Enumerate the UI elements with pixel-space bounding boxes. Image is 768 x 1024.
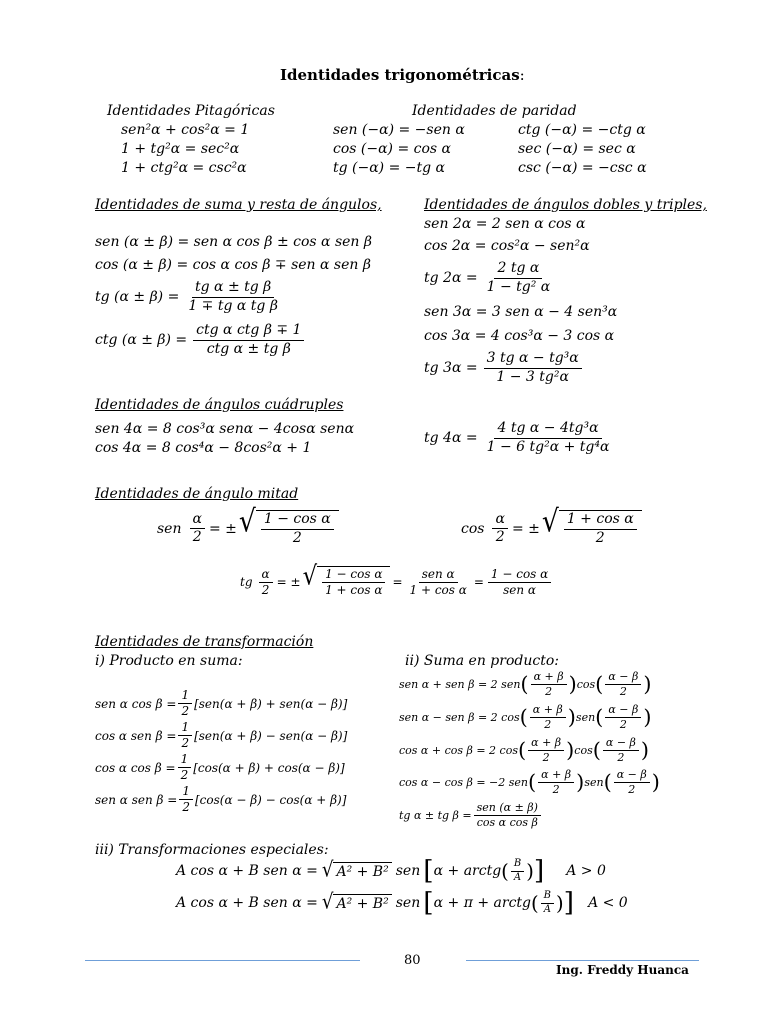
sum-row: cos α − cos β = −2 sen ( $\frac{\alpha + \beta}{2}$ ) sen ( $\frac{\alpha - \beta}{2}$ ) — [399, 768, 660, 796]
suma-resta-sen: sen (α ± β) = sen α cos β ± cos α sen β — [95, 234, 372, 250]
paridad-line: sec (−α) = sec α — [518, 141, 636, 157]
mitad-sen: sen $\frac{\alpha}{2}$ = ± √ $\frac{\text{1 − cos α}}{2}$ — [157, 510, 339, 547]
esp-row: A cos α + B sen α = √ A² + B² sen [ α + π + arctg ( $\frac{B}{A}$ ) ] A < 0 — [176, 887, 628, 918]
paridad-line: sen (−α) = −sen α — [333, 122, 465, 138]
suma-resta-ctg: ctg (α ± β) = $\frac{\text{ctg α ctg β ∓ 1}}{\text{ctg α ± tg β}}$ — [95, 322, 306, 358]
cuadruples-sen4: sen 4α = 8 cos³α senα − 4cosα senα — [95, 421, 355, 437]
pitagoricas-line: 1 + ctg²α = csc²α — [121, 160, 247, 176]
sum-row: cos α + cos β = 2 cos ( $\frac{\alpha + \beta}{2}$ ) cos ( $\frac{\alpha - \beta}{2}$ ) — [399, 736, 650, 764]
paridad-line: cos (−α) = cos α — [333, 141, 452, 157]
dobles-cos2: cos 2α = cos²α − sen²α — [424, 238, 590, 254]
mitad-tg: tg $\frac{\alpha}{2}$ = ± √ $\frac{\text{1 − cos α}}{\text{1 + cos α}}$ = $\frac{\text{sen α}}{\text{1 + cos α}}$ = $\frac{\text{1 − cos α}}{\text{sen α}}$ — [240, 566, 553, 598]
page-title: Identidades trigonométricas: — [280, 66, 525, 84]
dobles-sen2: sen 2α = 2 sen α cos α — [424, 216, 586, 232]
paridad-header: Identidades de paridad — [412, 103, 577, 119]
prod-row: sen α cos β = $\frac{1}{2}$ [sen(α + β) + sen(α − β)] — [95, 688, 348, 718]
cuadruples-cos4: cos 4α = 8 cos⁴α − 8cos²α + 1 — [95, 440, 312, 456]
footer-rule-right — [466, 960, 699, 961]
suma-resta-header: Identidades de suma y resta de ángulos, — [95, 197, 382, 213]
suma-resta-tg: tg (α ± β) = $\frac{\text{tg α ± tg β}}{\text{1 ∓ tg α tg β}}$ — [95, 279, 278, 314]
esp-row: A cos α + B sen α = √ A² + B² sen [ α + arctg ( $\frac{B}{A}$ ) ] A > 0 — [176, 855, 606, 886]
transformacion-sub3: iii) Transformaciones especiales: — [95, 842, 329, 858]
cuadruples-tg4: tg 4α = $\frac{\text{4 tg α − 4tg³α}}{\text{1 − 6 tg²α + tg⁴α}}$ — [424, 420, 610, 455]
footer-author: Ing. Freddy Huanca — [556, 963, 689, 977]
dobles-triples-header: Identidades de ángulos dobles y triples, — [424, 197, 707, 213]
triples-cos3: cos 3α = 4 cos³α − 3 cos α — [424, 328, 615, 344]
mitad-cos: cos $\frac{\alpha}{2}$ = ± √ $\frac{\text{1 + cos α}}{2}$ — [461, 510, 642, 547]
pitagoricas-header: Identidades Pitagóricas — [107, 103, 275, 119]
sum-row: sen α − sen β = 2 cos ( $\frac{\alpha + \beta}{2}$ ) sen ( $\frac{\alpha - \beta}{2}$ ) — [399, 703, 652, 731]
cuadruples-header: Identidades de ángulos cuádruples — [95, 397, 344, 413]
transformacion-sub1: i) Producto en suma: — [95, 653, 243, 669]
prod-row: cos α cos β = $\frac{1}{2}$ [cos(α + β) + cos(α − β)] — [95, 752, 345, 782]
triples-tg3: tg 3α = $\frac{\text{3 tg α − tg³α}}{\text{1 − 3 tg²α}}$ — [424, 350, 584, 386]
suma-resta-cos: cos (α ± β) = cos α cos β ∓ sen α sen β — [95, 257, 371, 273]
paridad-line: tg (−α) = −tg α — [333, 160, 445, 176]
prod-row: sen α sen β = $\frac{1}{2}$ [cos(α − β) − cos(α + β)] — [95, 784, 347, 814]
dobles-tg2: tg 2α = $\frac{\text{2 tg α}}{\text{1 − tg² α}}$ — [424, 260, 551, 295]
pitagoricas-line: sen²α + cos²α = 1 — [121, 122, 250, 138]
triples-sen3: sen 3α = 3 sen α − 4 sen³α — [424, 304, 618, 320]
prod-row: cos α sen β = $\frac{1}{2}$ [sen(α + β) − sen(α − β)] — [95, 720, 348, 750]
transformacion-sub2: ii) Suma en producto: — [405, 653, 559, 669]
page-number: 80 — [404, 953, 421, 968]
footer-rule-left — [85, 960, 360, 961]
mitad-header: Identidades de ángulo mitad — [95, 486, 299, 502]
sum-row: sen α + sen β = 2 sen ( $\frac{\alpha + \beta}{2}$ ) cos ( $\frac{\alpha - \beta}{2}$ ) — [399, 670, 652, 698]
paridad-line: csc (−α) = −csc α — [518, 160, 647, 176]
tg-sum-row: tg α ± tg β = $\frac{\text{sen (α ± β)}}{\text{cos α cos β}}$ — [399, 801, 543, 830]
paridad-line: ctg (−α) = −ctg α — [518, 122, 646, 138]
pitagoricas-line: 1 + tg²α = sec²α — [121, 141, 240, 157]
transformacion-header: Identidades de transformación — [95, 634, 314, 650]
